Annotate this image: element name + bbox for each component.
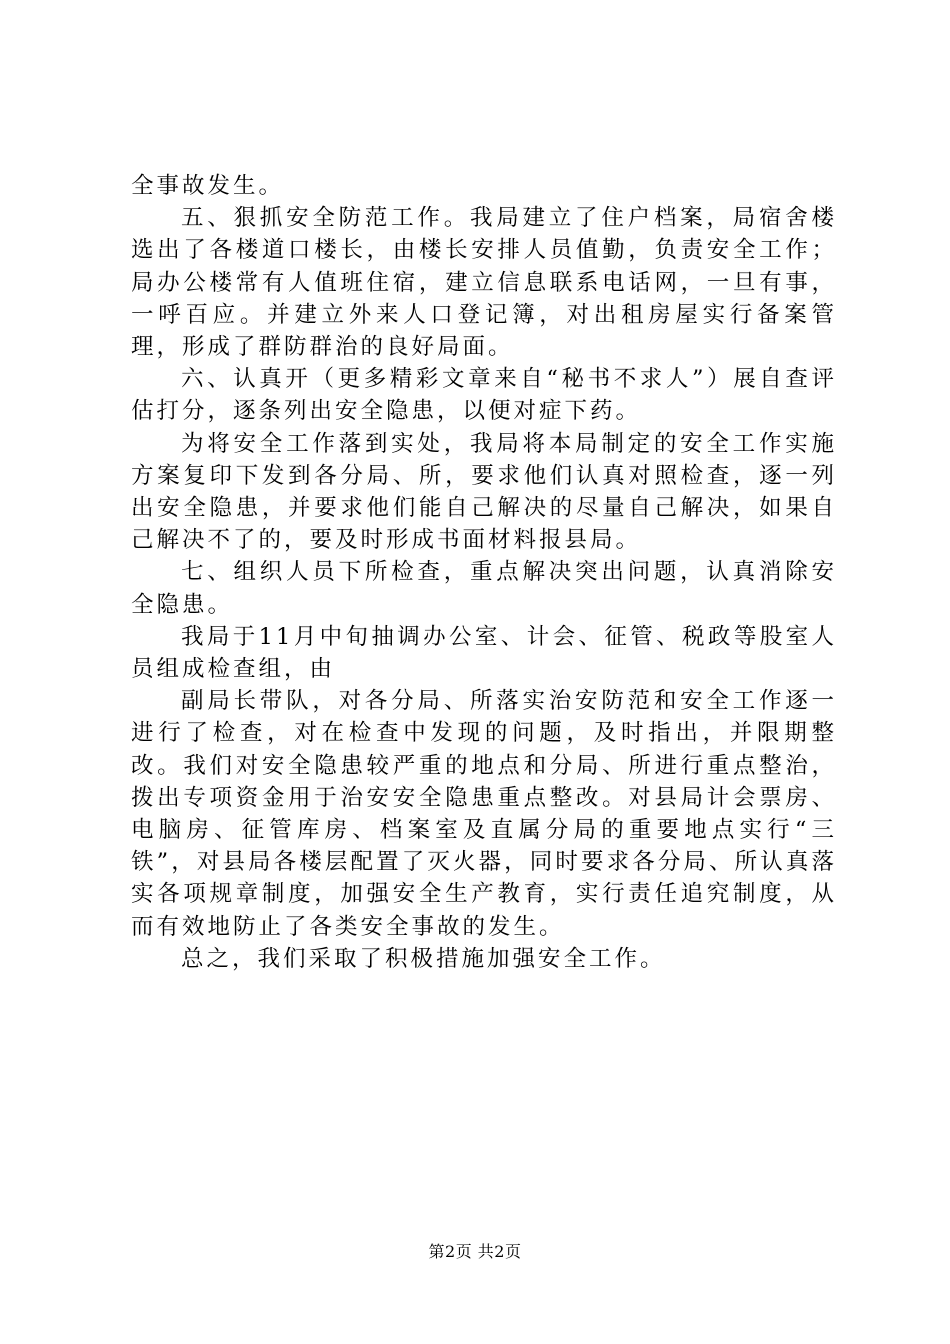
paragraph-8: 总之，我们采取了积极措施加强安全工作。 (181, 945, 666, 972)
page-footer (0, 1242, 950, 1262)
document-body (131, 170, 837, 975)
paragraph-5: 七、组织人员下所检查，重点解决突出问题，认真消除安全隐患。 (131, 559, 837, 618)
paragraph-1: 全事故发生。 (131, 173, 285, 199)
paragraph-3: 六、认真开（更多精彩文章来自“秘书不求人”）展自查评估打分，逐条列出安全隐患，以便对症下药。 (131, 366, 837, 425)
paragraph-4: 为将安全工作落到实处，我局将本局制定的安全工作实施方案复印下发到各分局、所，要求他们认真对照检查，逐一列出安全隐患，并要求他们能自己解决的尽量自己解决，如果自己解决不了的，要及时形成书面材料报县局。 (131, 430, 837, 554)
paragraph-2: 五、狠抓安全防范工作。我局建立了住户档案，局宿舍楼选出了各楼道口楼长，由楼长安排人员值勤，负责安全工作；局办公楼常有人值班住宿，建立信息联系电话网，一旦有事，一呼百应。并建立外来人口登记簿，对出租房屋实行备案管理，形成了群防群治的良好局面。 (131, 205, 837, 361)
paragraph-6: 我局于11月中旬抽调办公室、计会、征管、税政等股室人员组成检查组，由 (131, 623, 837, 683)
page-number: 第2页 共2页 (428, 1242, 522, 1261)
paragraph-7: 副局长带队，对各分局、所落实治安防范和安全工作逐一进行了检查，对在检查中发现的问题，及时指出，并限期整改。我们对安全隐患较严重的地点和分局、所进行重点整治，拨出专项资金用于治安安全隐患重点整改。对县局计会票房、电脑房、征管库房、档案室及直属分局的重要地点实行“三铁”，对县局各楼层配置了灭火器，同时要求各分局、所认真落实各项规章制度，加强安全生产教育，实行责任追究制度，从而有效地防止了各类安全事故的发生。 (131, 688, 837, 940)
